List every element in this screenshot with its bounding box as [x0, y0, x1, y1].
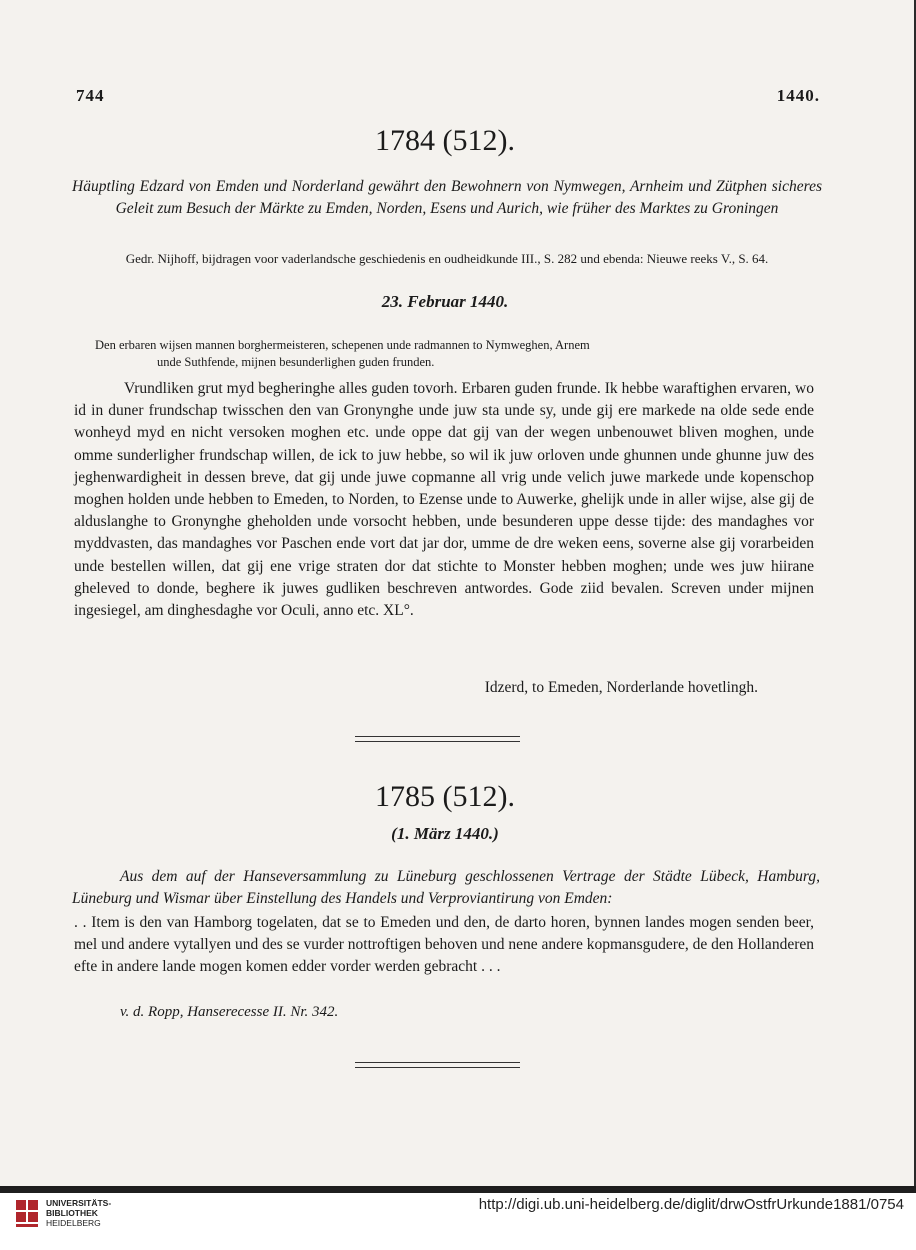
section-divider	[355, 736, 520, 742]
running-year: 1440.	[776, 86, 820, 105]
address-line-1: Den erbaren wijsen mannen borghermeisteren, schepenen unde radmannen to Nymweghen, Arnem	[95, 338, 590, 352]
excerpt-body-1785: . . Item is den van Hamborg togelaten, dat se to Emeden und den, de darto horen, bynnen landes mogen senden beer, mel und andere vytallyen und des se vurder nottroftigen behoven und nene andere kopmansgudere, de den Hollanderen efte in andere lande mogen komen edder vorder werden gebracht . . .	[74, 914, 814, 976]
address-line-2: unde Suthfende, mijnen besunderlighen guden frunden.	[157, 355, 435, 369]
document-date-1784: 23. Februar 1440.	[381, 292, 509, 311]
document-date-1785: (1. März 1440.)	[391, 824, 499, 843]
library-logo[interactable]	[10, 1193, 132, 1233]
logo-line-3: HEIDELBERG	[46, 1218, 101, 1228]
page-number: 744	[76, 86, 105, 105]
letter-address	[95, 337, 820, 371]
footer-strip	[0, 1217, 916, 1250]
library-logo-text	[46, 1198, 111, 1228]
library-logo-icon	[14, 1196, 40, 1230]
document-regest-1785: Aus dem auf der Hanseversammlung zu Lüneburg geschlossenen Vertrage der Städte Lübeck, Hamburg, Lüneburg und Wismar über Einstellung des Handels und Verproviantirung von Emden:	[72, 868, 820, 907]
document-regest-1784: Häuptling Edzard von Emden und Norderland gewährt den Bewohnern von Nymwegen, Arnheim und Zütphen sicheres Geleit zum Besuch der Märkte zu Emden, Norden, Esens und Aurich, wie früher des Marktes zu Groningen	[72, 178, 822, 217]
document-number-1784: 1784 (512).	[375, 124, 515, 157]
logo-line-1: UNIVERSITÄTS-	[46, 1198, 112, 1208]
document-number-1785: 1785 (512).	[375, 780, 515, 813]
letter-body: Vrundliken grut myd begheringhe alles guden tovorh. Erbaren guden frunde. Ik hebbe waraftighen ervaren, wo id in duner frundschap twisschen den van Gronynghe unde juw sta unde sy, unde gij ere markede na olde sede ende wonheyd myd en nicht versoken moghen etc. unde oppe dat gij van der wegen unbenouwet bliven moghen, unde omme sunderligher frundschap willen, de ick to juw hebbe, so wil ik juw orloven unde ghunnen unde ghunne juw des jeghenwardigheit in dessen breve, dat gij unde juwe copmanne all vrig unde velich juwe markede unde kopenschop moghen holden unde hebben to Emeden, to Norden, to Ezense unde to Auwerke, ghelijk unde in aller wijse, alse gij de alduslanghe to Gronynghe gheholden unde vorsocht hebben, unde besunderen uppe desse tijde: des mandaghes vor myddvasten, das mandaghes vor Paschen ende vort dat jar dor, umme de dre weken eens, soverne alse gij vorarbeiden unde bestellen willen, dat gij ene vrige straten dor dat stichte to Monster hebben moghen; unde wes juw hiirane gheleved to donde, beghere ik juwes gudliken beschreven antwordes. Gode ziid bevalen. Screven under mijnen ingesiegel, am dinghesdaghe vor Oculi, anno etc. XL°.	[74, 380, 814, 620]
section-divider-end	[355, 1062, 520, 1068]
source-note-1784: Gedr. Nijhoff, bijdragen voor vaderlandsche geschiedenis en oudheidkunde III., S. 282 und ebenda: Nieuwe reeks V., S. 64.	[125, 251, 769, 266]
letter-signature: Idzerd, to Emeden, Norderlande hovetlingh.	[484, 679, 758, 696]
logo-line-2: BIBLIOTHEK	[46, 1208, 98, 1218]
permalink-url[interactable]: http://digi.ub.uni-heidelberg.de/diglit/drwOstfrUrkunde1881/0754	[478, 1196, 904, 1213]
citation-1785: v. d. Ropp, Hanserecesse II. Nr. 342.	[120, 1004, 339, 1020]
